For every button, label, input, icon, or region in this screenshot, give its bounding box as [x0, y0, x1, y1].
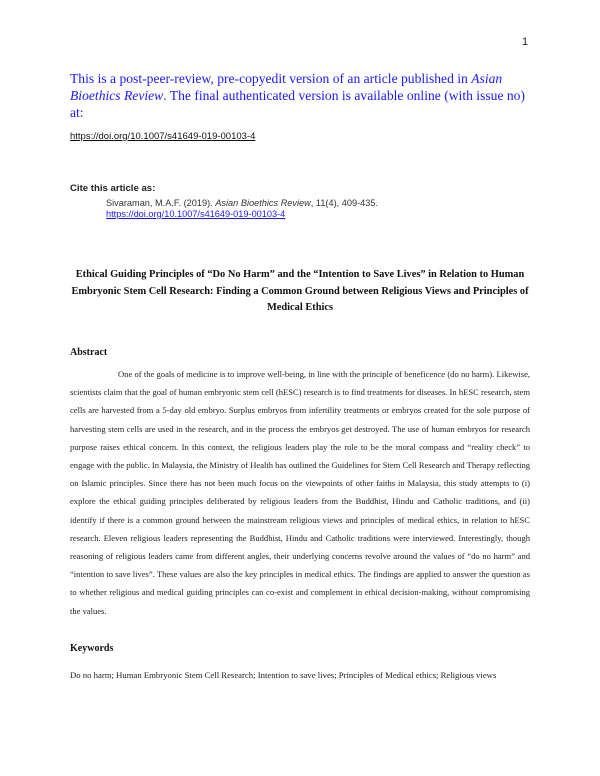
notice-journal: Asian Bioethics Review [70, 71, 503, 103]
preprint-notice [70, 70, 540, 121]
keywords-heading: Keywords [70, 643, 114, 654]
abstract-body: One of the goals of medicine is to improve well-being, in line with the principle of beneficence (do no harm). Likewise, scientists claim that the goal of human embryonic stem cell (hESC) research is to find treatments for diseases. In hESC research, stem cells are harvested from a 5-day old embryo. Surplus embryos from infertility treatments or embryos created for the sole purpose of harvesting stem cells are used in the research, and in the process the embryos get destroyed. The use of human embryos for research purpose raises ethical concern. In this context, the religious leaders play the role to be the moral compass and “reality check” to engage with the public. In Malaysia, the Ministry of Health has outlined the Guidelines for Stem Cell Research and Therapy reflecting on Islamic principles. Since there has not been much focus on the viewpoints of other faiths in Malaysia, this study attempts to (i) explore the ethical guiding principles deliberated by religious leaders from the Buddhist, Hindu and Catholic traditions, and (ii) identify if there is a common ground between the mainstream religious views and principles of medical ethics, in relation to hESC research. Eleven religious leaders representing the Buddhist, Hindu and Catholic traditions were interviewed. Interestingly, though reasoning of religious leaders came from different angles, their underlying concerns revolve around the values of “do no harm” and “intention to save lives”. These values are also the key principles in medical ethics. The findings are applied to answer the question as to whether religious and medical guiding principles can co-exist and complement in ethical decision-making, without compromising the values. [70, 369, 530, 616]
abstract-heading: Abstract [70, 347, 108, 358]
citation-volume-pages: , 11(4), 409-435. [310, 198, 379, 208]
doi-link[interactable]: https://doi.org/10.1007/s41649-019-00103-4 [70, 131, 256, 142]
citation-doi-link[interactable]: https://doi.org/10.1007/s41649-019-00103-4 [106, 209, 286, 219]
citation-text [106, 197, 378, 209]
citation-journal: Asian Bioethics Review [215, 198, 311, 208]
article-title: Ethical Guiding Principles of “Do No Harm” and the “Intention to Save Lives” in Relation to Human Embryonic Stem Cell Research: Finding a Common Ground between Religious Views and Principles of Medical Ethics [71, 269, 529, 313]
citation-authors-year: Sivaraman, M.A.F. (2019). [106, 198, 216, 208]
notice-prefix: This is a post-peer-review, pre-copyedit version of an article published in [70, 71, 472, 86]
keywords-body: Do no harm; Human Embryonic Stem Cell Research; Intention to save lives; Principles of Medical ethics; Religious views [70, 670, 497, 680]
page-number: 1 [522, 36, 529, 48]
citation-heading: Cite this article as: [70, 183, 156, 194]
notice-suffix: . The final authenticated version is available online (with issue no) at: [70, 88, 526, 120]
